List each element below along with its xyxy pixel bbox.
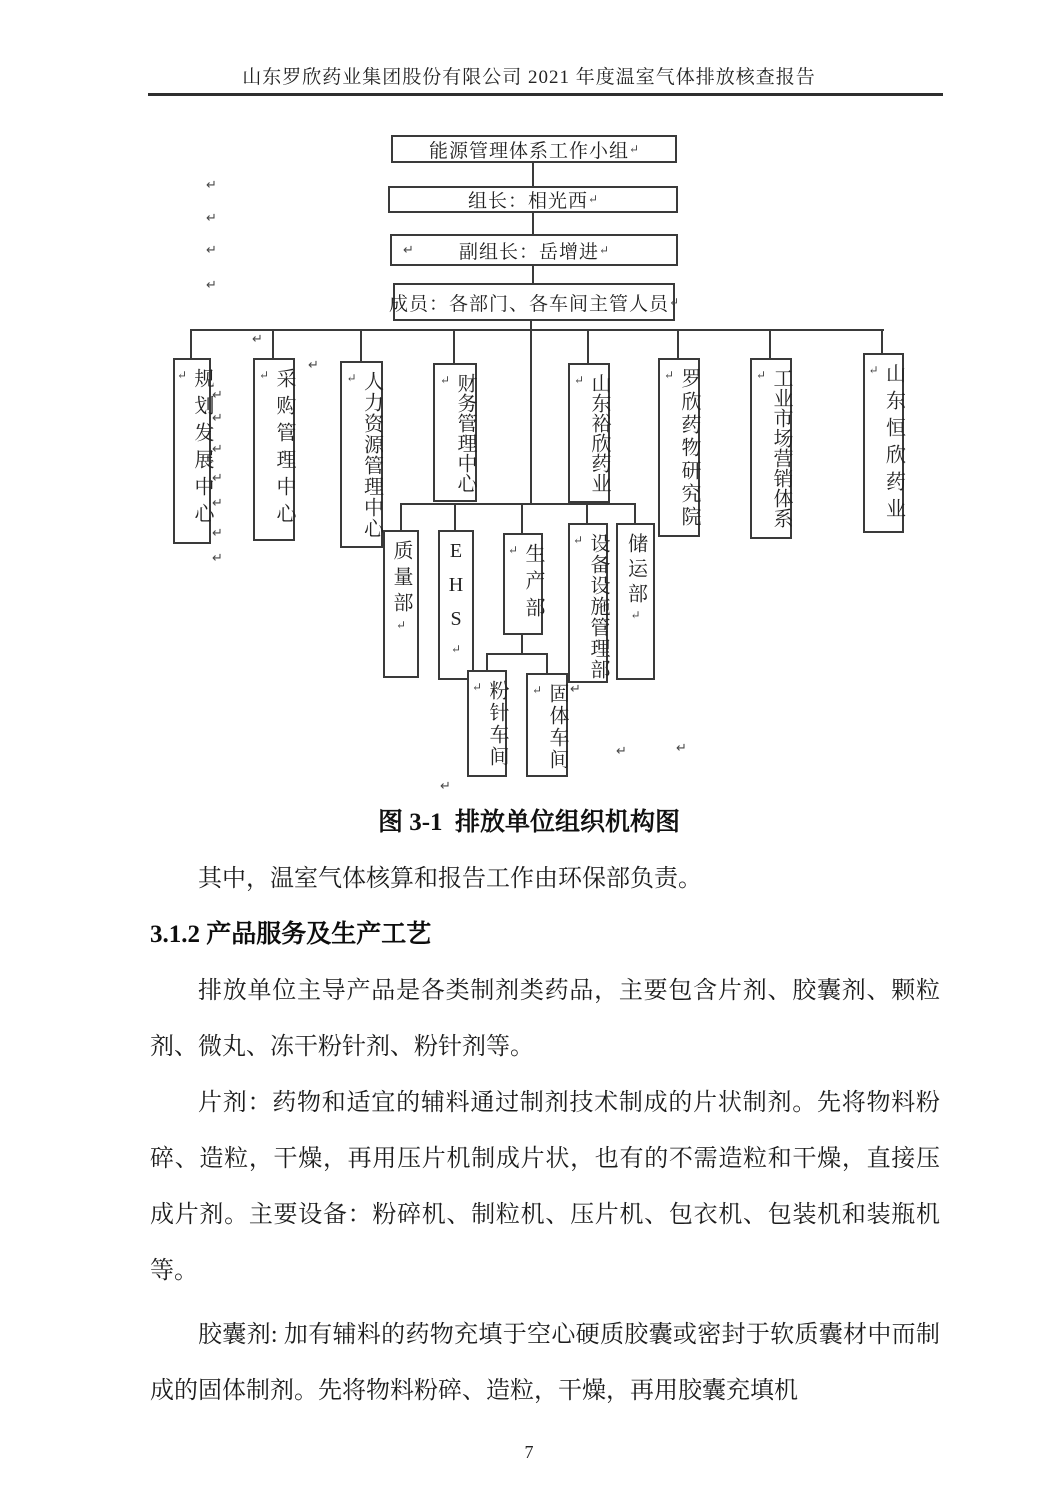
paragraph-mark: ↵	[206, 278, 217, 293]
org-node-label: 储运部	[624, 533, 647, 608]
org-node-root	[391, 135, 677, 163]
org-node-label: EHS	[445, 540, 467, 642]
paragraph-mark: ↵	[308, 358, 319, 373]
org-node-leader	[388, 186, 678, 213]
org-node-powder-injection-workshop	[467, 670, 507, 777]
org-node-quality-dept	[383, 530, 419, 678]
org-node-label: 组长：相光西	[467, 191, 588, 212]
paragraph-mark: ↵	[212, 551, 223, 566]
org-node-storage-transport-dept	[616, 523, 655, 680]
paragraph-mark: ↵	[212, 526, 223, 541]
paragraph-mark: ↵	[616, 744, 627, 759]
org-node-equipment-facility-dept	[568, 523, 608, 683]
connector-line	[454, 503, 456, 532]
body-text	[150, 851, 940, 1419]
org-node-label: 副组长：岳增进	[458, 241, 599, 263]
paragraph-mark: ↵	[570, 682, 581, 697]
paragraph-mark: ↵	[438, 373, 452, 387]
paragraph-mark: ↵	[668, 294, 680, 309]
org-node-hr-center	[340, 361, 383, 548]
paragraph-mark: ↵	[440, 779, 451, 794]
org-node-finance-center	[433, 363, 477, 502]
org-node-deputy	[390, 234, 678, 266]
paragraph-mark: ↵	[394, 618, 408, 632]
paragraph-mark: ↵	[212, 388, 223, 403]
paragraph-mark: ↵	[676, 741, 687, 756]
paragraph-mark: ↵	[344, 371, 359, 385]
connector-line	[586, 503, 588, 525]
connector-line	[400, 503, 402, 532]
connector-line	[532, 163, 534, 186]
paragraph-mark: ↵	[212, 496, 223, 511]
org-node-label: 质量部	[390, 540, 412, 618]
connector-line	[486, 653, 548, 655]
org-node-label: 山东裕欣药业	[588, 373, 610, 493]
org-node-label: 生产部	[522, 543, 544, 624]
connector-line	[881, 329, 883, 355]
paragraph-mark: ↵	[866, 363, 881, 377]
org-node-hengxin-pharma	[863, 353, 904, 533]
connector-line	[401, 503, 636, 505]
paragraph-mark: ↵	[571, 533, 585, 547]
paragraph-mark: ↵	[206, 243, 217, 258]
paragraph-mark: ↵	[212, 471, 223, 486]
paragraph-mark: ↵	[628, 141, 640, 156]
paragraph-tablets: 片剂：药物和适宜的辅料通过制剂技术制成的片状制剂。先将物料粉碎、造粒，干燥，再用压片机制成片状，也有的不需造粒和干燥，直接压成片剂。主要设备：粉碎机、制粒机、压片机、包衣机、包装机和装瓶机等。	[150, 1090, 940, 1284]
org-node-label: 工业市场营销体系	[770, 368, 792, 528]
org-node-label: 财务管理中心	[454, 373, 476, 493]
header-rule	[148, 93, 943, 96]
paragraph-mark: ↵	[470, 680, 484, 694]
org-node-label: 规划发展中心	[191, 368, 213, 530]
org-node-label: 山东恒欣药业	[882, 363, 905, 525]
org-node-solid-workshop	[526, 673, 568, 777]
org-node-label: 固体车间	[546, 683, 568, 771]
page-header-title: 山东罗欣药业集团股份有限公司 2021 年度温室气体排放核查报告	[242, 67, 816, 88]
paragraph-mark: ↵	[449, 642, 463, 656]
connector-line	[272, 329, 274, 360]
connector-line	[769, 329, 771, 360]
org-node-label: 人力资源管理中心	[360, 371, 383, 539]
paragraph-mark: ↵	[662, 368, 676, 382]
connector-line	[634, 503, 636, 525]
connector-line	[532, 213, 534, 234]
paragraph-products: 排放单位主导产品是各类制剂类药品，主要包含片剂、胶囊剂、颗粒剂、微丸、冻干粉针剂、粉针剂等。	[150, 978, 940, 1060]
paragraph-mark: ↵	[530, 683, 544, 697]
connector-line	[530, 321, 532, 505]
org-node-label: 成员：各部门、各车间主管人员	[388, 293, 669, 315]
paragraph-mark: ↵	[598, 242, 610, 257]
org-node-label: 设备设施管理部	[587, 533, 609, 680]
paragraph-mark: ↵	[252, 332, 263, 347]
org-node-planning-center	[173, 358, 211, 544]
connector-line	[587, 329, 589, 365]
org-node-production-dept	[503, 533, 543, 635]
connector-line	[191, 329, 884, 331]
figure-caption: 图 3-1 排放单位组织机构图	[377, 809, 681, 836]
paragraph-mark: ↵	[506, 543, 520, 557]
connector-line	[360, 329, 362, 363]
connector-line	[546, 653, 548, 675]
paragraph-mark: ↵	[587, 192, 599, 206]
org-node-ehs-dept	[438, 530, 474, 680]
paragraph-capsules: 胶囊剂: 加有辅料的药物充填于空心硬质胶囊或密封于软质囊材中而制成的固体制剂。先将物料粉碎、造粒，干燥，再用胶囊充填机	[150, 1322, 940, 1404]
org-node-procurement-center	[253, 358, 295, 541]
page-number: 7	[524, 1442, 534, 1462]
org-node-label: 罗欣药物研究院	[678, 368, 700, 529]
paragraph-mark: ↵	[206, 211, 217, 226]
paragraph-mark: ↵	[175, 368, 189, 382]
paragraph-mark: ↵	[754, 368, 768, 382]
connector-line	[532, 266, 534, 283]
paragraph-responsibility: 其中，温室气体核算和报告工作由环保部负责。	[198, 866, 702, 892]
paragraph-mark: ↵	[628, 608, 643, 622]
org-node-industrial-marketing	[750, 358, 792, 539]
paragraph-mark: ↵	[212, 411, 223, 426]
connector-line	[521, 503, 523, 535]
org-node-research-institute	[658, 358, 700, 537]
org-node-members	[388, 283, 680, 321]
section-heading: 3.1.2 产品服务及生产工艺	[150, 921, 432, 948]
org-node-label: 采购管理中心	[273, 368, 295, 530]
paragraph-mark: ↵	[206, 178, 217, 193]
org-node-yuxin-pharma	[568, 363, 610, 503]
org-node-label: 能源管理体系工作小组	[428, 140, 629, 162]
paragraph-mark: ↵	[257, 368, 271, 382]
paragraph-mark: ↵	[572, 373, 586, 387]
connector-line	[190, 329, 192, 360]
connector-line	[677, 329, 679, 360]
connector-line	[453, 329, 455, 365]
paragraph-mark: ↵	[212, 442, 223, 457]
paragraph-mark: ↵	[403, 243, 414, 258]
org-node-label: 粉针车间	[486, 680, 508, 768]
connector-line	[521, 635, 523, 655]
